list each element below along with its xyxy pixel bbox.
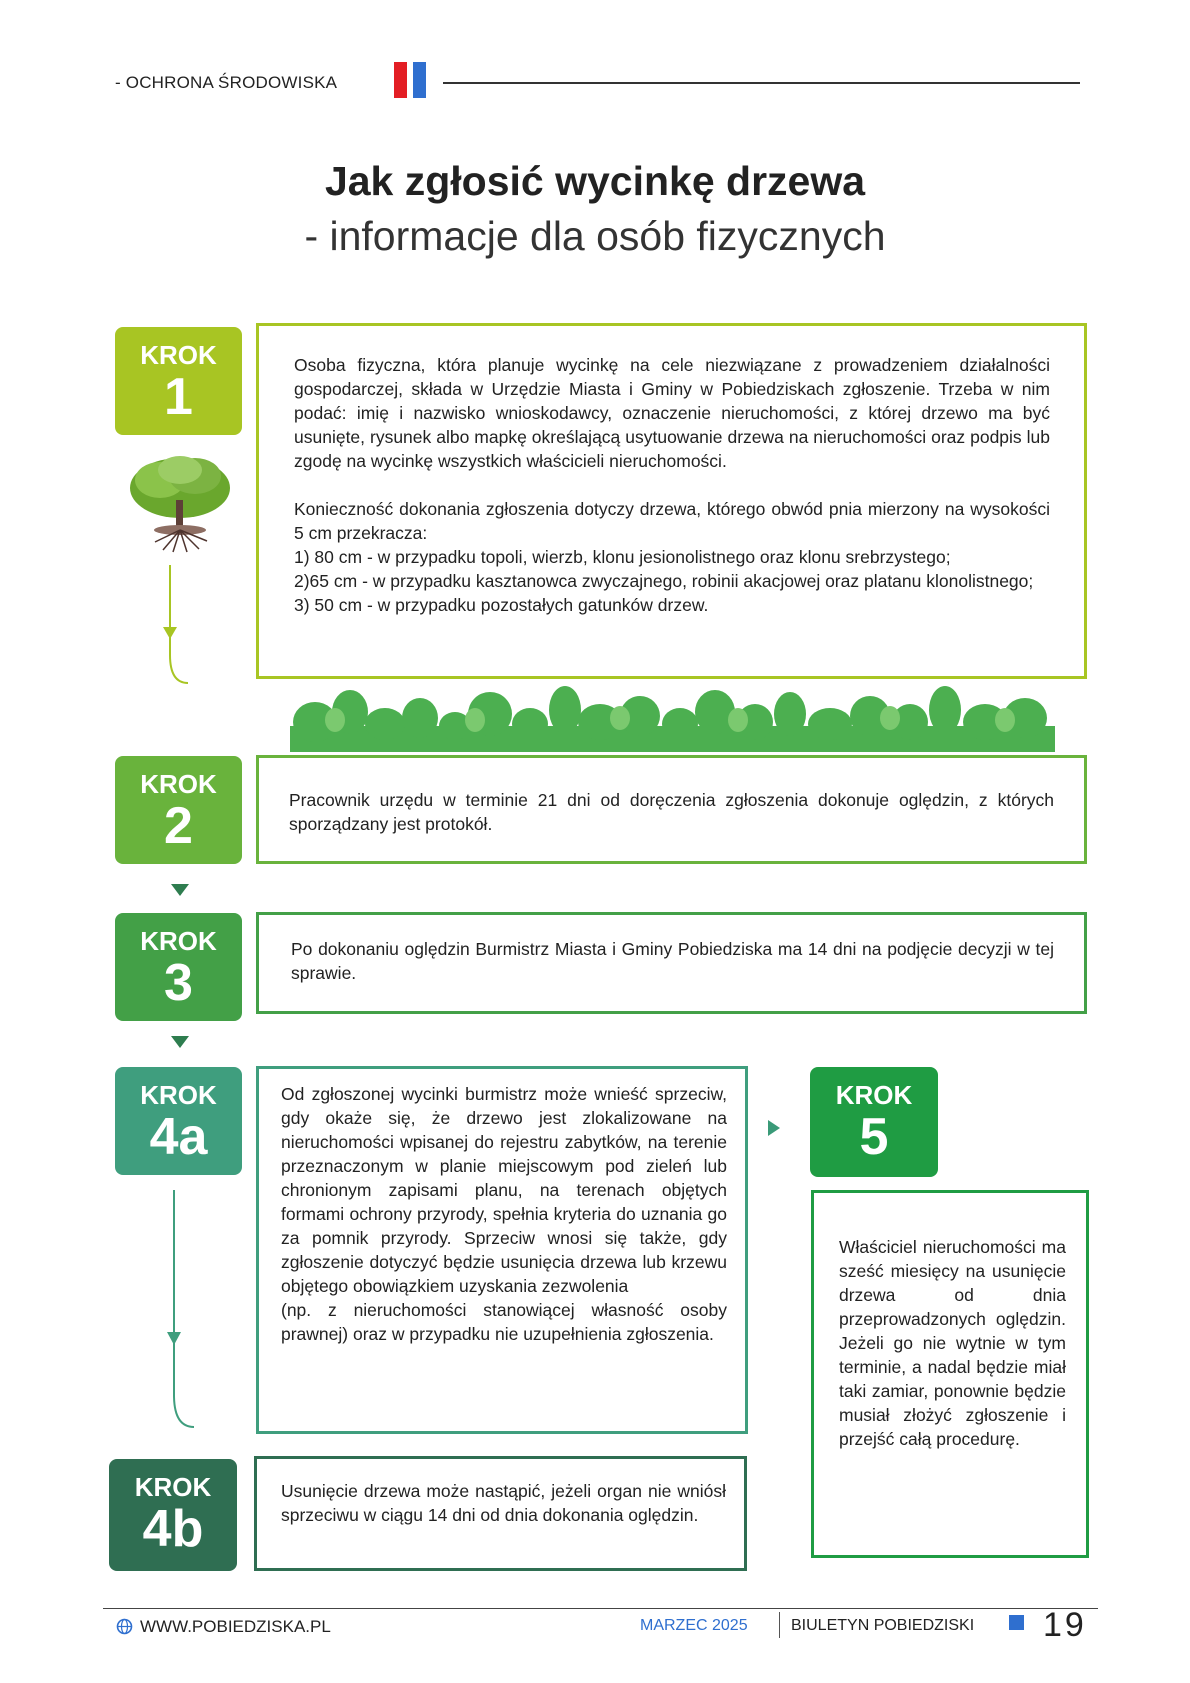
page-number: 19 xyxy=(1043,1606,1087,1644)
krok-1-badge xyxy=(115,327,242,435)
header-rule xyxy=(443,82,1080,84)
krok-4b-text-box xyxy=(254,1456,747,1571)
footer-website-link[interactable]: WWW.POBIEDZISKA.PL xyxy=(140,1617,331,1636)
krok-2-number: 2 xyxy=(164,797,193,855)
footer-date: MARZEC 2025 xyxy=(640,1617,748,1634)
krok-4a-text-box xyxy=(256,1066,748,1434)
krok-4a-badge xyxy=(115,1067,242,1175)
arrow-right-icon xyxy=(768,1120,780,1136)
krok-2-badge xyxy=(115,756,242,864)
globe-icon xyxy=(116,1618,133,1635)
krok-4a-text-2: (np. z nieruchomości stanowiącej własność osoby prawnej) oraz w przypadku nie uzupełnienia zgłoszenia. xyxy=(281,1300,727,1344)
krok-5-text-box xyxy=(811,1190,1089,1558)
footer-rule xyxy=(103,1608,1098,1609)
krok-5-label: KROK xyxy=(835,1080,913,1110)
krok-3-number: 3 xyxy=(164,954,193,1012)
krok-4a-text: Od zgłoszonej wycinki burmistrz może wnieść sprzeciw, gdy okaże się, że drzewo jest zlokalizowane na nieruchomości wpisanej do rejestru zabytków, na terenie przeznaczonym w planie miejscowym pod zieleń lub chronionym zapisami planu, na terenach objętych formami ochrony przyrody, spełnia kryteria do uznania go za pomnik przyrody. Sprzeciw wnosi się także, gdy zgłoszenie dotyczyć będzie usunięcia drzewa lub krzewu objętego obowiązkiem uzyskania zezwolenia xyxy=(281,1084,727,1296)
step-1-connector xyxy=(150,565,200,685)
krok-3-text-box xyxy=(256,912,1087,1014)
flag-blue-bar xyxy=(413,62,426,98)
tree-icon xyxy=(125,450,235,555)
krok-1-paragraph-1: Osoba fizyczna, która planuje wycinkę na cele niezwiązane z prowadzeniem działalności gospodarczej, składa w Urzędzie Miasta i Gminy w Pobiedziskach zgłoszenie. Trzeba w nim podać: imię i nazwisko wnioskodawcy, oznaczenie nieruchomości, z której drzewo ma być usunięte, rysunek albo mapkę określającą usytuowanie drzewa na nieruchomości oraz podpis lub zgodę na wycinkę wszystkich właścicieli nieruchomości. xyxy=(294,355,1050,471)
arrow-down-icon xyxy=(171,884,189,896)
krok-4b-text: Usunięcie drzewa może nastąpić, jeżeli organ nie wniósł sprzeciwu w ciągu 14 dni od dnia dokonania oględzin. xyxy=(281,1481,726,1525)
krok-3-label: KROK xyxy=(140,926,217,956)
krok-1-list-item-1: 1) 80 cm - w przypadku topoli, wierzb, klonu jesionolistnego oraz klonu srebrzystego; xyxy=(294,547,951,567)
krok-2-text-box xyxy=(256,755,1087,864)
krok-4a-number: 4a xyxy=(149,1108,208,1166)
krok-1-number: 1 xyxy=(164,368,193,426)
krok-5-badge xyxy=(810,1067,938,1177)
flag-red-bar xyxy=(394,62,407,98)
section-label: - OCHRONA ŚRODOWISKA xyxy=(115,73,338,92)
krok-3-text: Po dokonaniu oględzin Burmistrz Miasta i Gminy Pobiedziska ma 14 dni na podjęcie decyzji w tej sprawie. xyxy=(291,939,1054,983)
krok-4b-number: 4b xyxy=(142,1500,204,1558)
krok-1-list-item-3: 3) 50 cm - w przypadku pozostałych gatunków drzew. xyxy=(294,595,709,615)
krok-4b-badge xyxy=(109,1459,237,1571)
krok-5-number: 5 xyxy=(859,1108,889,1166)
footer-square-icon xyxy=(1009,1615,1024,1630)
step-4a-connector xyxy=(158,1190,218,1430)
krok-2-label: KROK xyxy=(140,769,217,799)
krok-2-text: Pracownik urzędu w terminie 21 dni od doręczenia zgłoszenia dokonuje oględzin, z których sporządzany jest protokół. xyxy=(289,790,1054,834)
krok-4a-label: KROK xyxy=(140,1080,217,1110)
footer-publication: BIULETYN POBIEDZISKI xyxy=(791,1617,975,1634)
krok-5-text: Właściciel nieruchomości ma sześć miesięcy na usunięcie drzewa od dnia przeprowadzonych oględzin. Jeżeli go nie wytnie w tym terminie, a nadal będzie miał taki zamiar, ponownie będzie musiał złożyć zgłoszenie i przejść całą procedurę. xyxy=(839,1237,1066,1449)
page-subtitle: - informacje dla osób fizycznych xyxy=(304,213,886,259)
krok-1-paragraph-2: Konieczność dokonania zgłoszenia dotyczy drzewa, którego obwód pnia mierzony na wysokości 5 cm przekracza: xyxy=(294,499,1050,543)
forest-silhouette xyxy=(290,684,1055,752)
footer-separator xyxy=(779,1612,780,1638)
krok-1-list-item-2: 2)65 cm - w przypadku kasztanowca zwyczajnego, robinii akacjowej oraz platanu klonolistnego; xyxy=(294,571,1034,591)
krok-1-label: KROK xyxy=(140,340,217,370)
arrow-down-icon xyxy=(171,1036,189,1048)
krok-3-badge xyxy=(115,913,242,1021)
krok-1-text-box xyxy=(256,323,1087,679)
page-title: Jak zgłosić wycinkę drzewa xyxy=(324,158,866,204)
krok-4b-label: KROK xyxy=(134,1472,212,1502)
